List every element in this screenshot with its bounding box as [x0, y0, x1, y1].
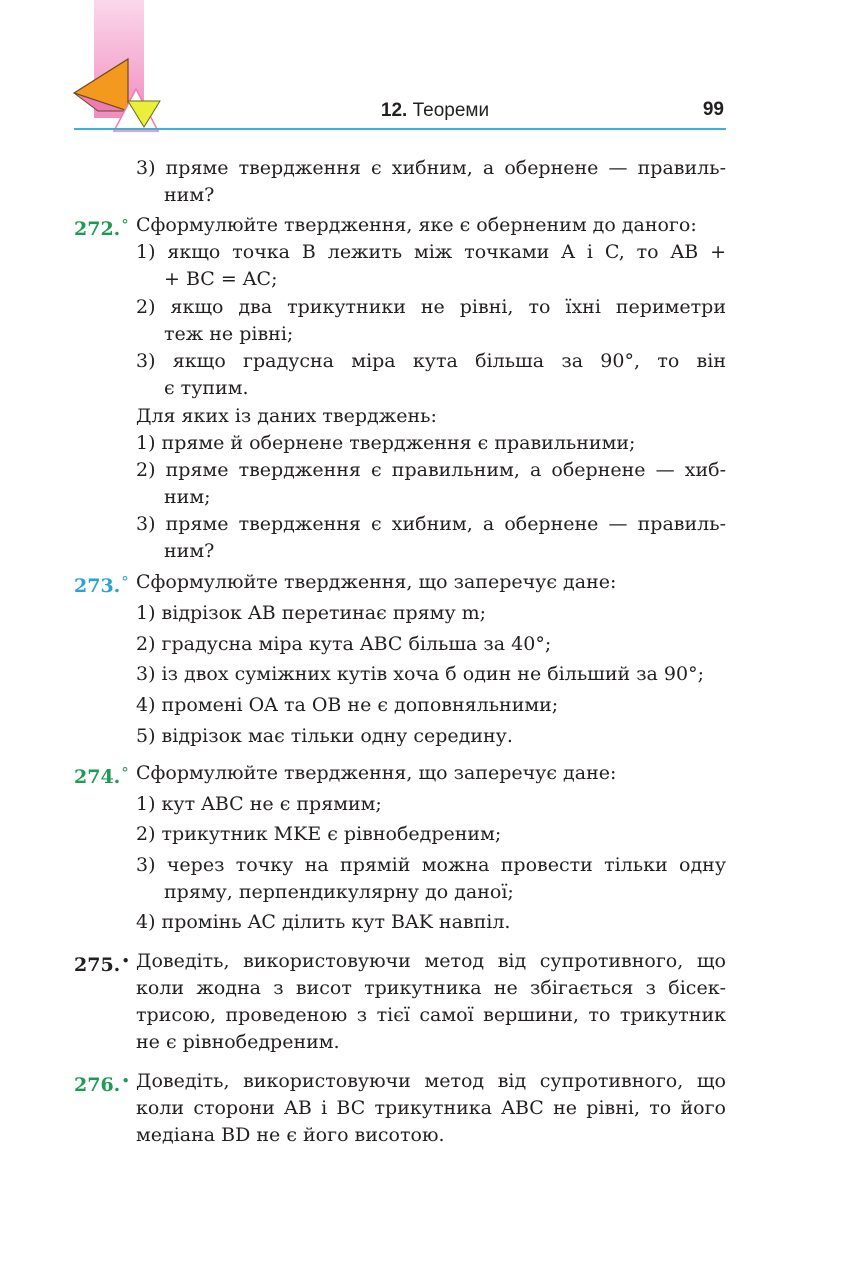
text-line: 3) якщо градусна міра кута більша за 90°, то він: [136, 350, 726, 372]
text-line: 3) пряме твердження є хибним, а обернене — правиль-: [136, 157, 726, 179]
text-line: ним?: [164, 184, 215, 206]
problem-number-274: 274.°: [74, 764, 129, 788]
text-line: Для яких із даних тверджень:: [136, 405, 437, 427]
triangles-logo-icon: [70, 55, 170, 135]
text-line: 1) кут ABC не є прямим;: [136, 793, 382, 815]
page-number: 99: [702, 99, 724, 120]
text-line: пряму, перпендикулярну до даної;: [164, 881, 514, 903]
problem-number-273: 273.°: [74, 573, 129, 597]
section-title: Теореми: [412, 100, 490, 121]
text-line: 5) відрізок має тільки одну середину.: [136, 725, 513, 747]
text-line: ним?: [164, 540, 215, 562]
text-line: 2) якщо два трикутники не рівні, то їхні периметри: [136, 296, 726, 318]
problem-statement: Доведіть, використовуючи метод від супротивного, що: [136, 950, 726, 972]
text-line: медіана BD не є його висотою.: [136, 1124, 445, 1146]
text-line: 2) градусна міра кута ABC більша за 40°;: [136, 633, 552, 655]
text-line: 2) трикутник MKE є рівнобедреним;: [136, 823, 502, 845]
text-line: 4) промені OA та OB не є доповняльними;: [136, 694, 559, 716]
text-line: 1) якщо точка B лежить між точками A і C, то AB +: [136, 241, 726, 263]
text-line: є тупим.: [164, 377, 249, 399]
text-line: трисою, проведеною з тієї самої вершини, то трикутник: [136, 1004, 726, 1026]
problem-number-276: 276.•: [74, 1072, 131, 1096]
problem-number-272: 272.°: [74, 216, 129, 240]
problem-statement: Сформулюйте твердження, що заперечує дане:: [136, 762, 617, 784]
text-line: 3) із двох суміжних кутів хоча б один не більший за 90°;: [136, 663, 705, 685]
problem-statement: Сформулюйте твердження, що заперечує дане:: [136, 571, 617, 593]
section-number: 12.: [380, 100, 408, 121]
text-line: 1) відрізок AB перетинає пряму m;: [136, 602, 487, 624]
running-head: [300, 100, 570, 122]
header-rule: [74, 128, 726, 130]
text-line: коли жодна з висот трикутника не збігається з бісек-: [136, 977, 726, 999]
text-line: коли сторони AB і BC трикутника ABC не рівні, то його: [136, 1097, 726, 1119]
text-line: 3) через точку на прямій можна провести тільки одну: [136, 854, 726, 876]
text-line: 2) пряме твердження є правильним, а обернене — хиб-: [136, 459, 726, 481]
text-line: 3) пряме твердження є хибним, а обернене — правиль-: [136, 513, 726, 535]
problem-statement: Сформулюйте твердження, яке є оберненим до даного:: [136, 214, 697, 236]
text-line: 4) промінь AC ділить кут BAK навпіл.: [136, 911, 511, 933]
problem-statement: Доведіть, використовуючи метод від супротивного, що: [136, 1070, 726, 1092]
text-line: не є рівнобедреним.: [136, 1031, 340, 1053]
text-line: 1) пряме й обернене твердження є правильними;: [136, 432, 636, 454]
text-line: ним;: [164, 486, 211, 508]
text-line: теж не рівні;: [164, 323, 294, 345]
text-line: + BC = AC;: [164, 268, 278, 290]
problem-number-275: 275.•: [74, 952, 131, 976]
